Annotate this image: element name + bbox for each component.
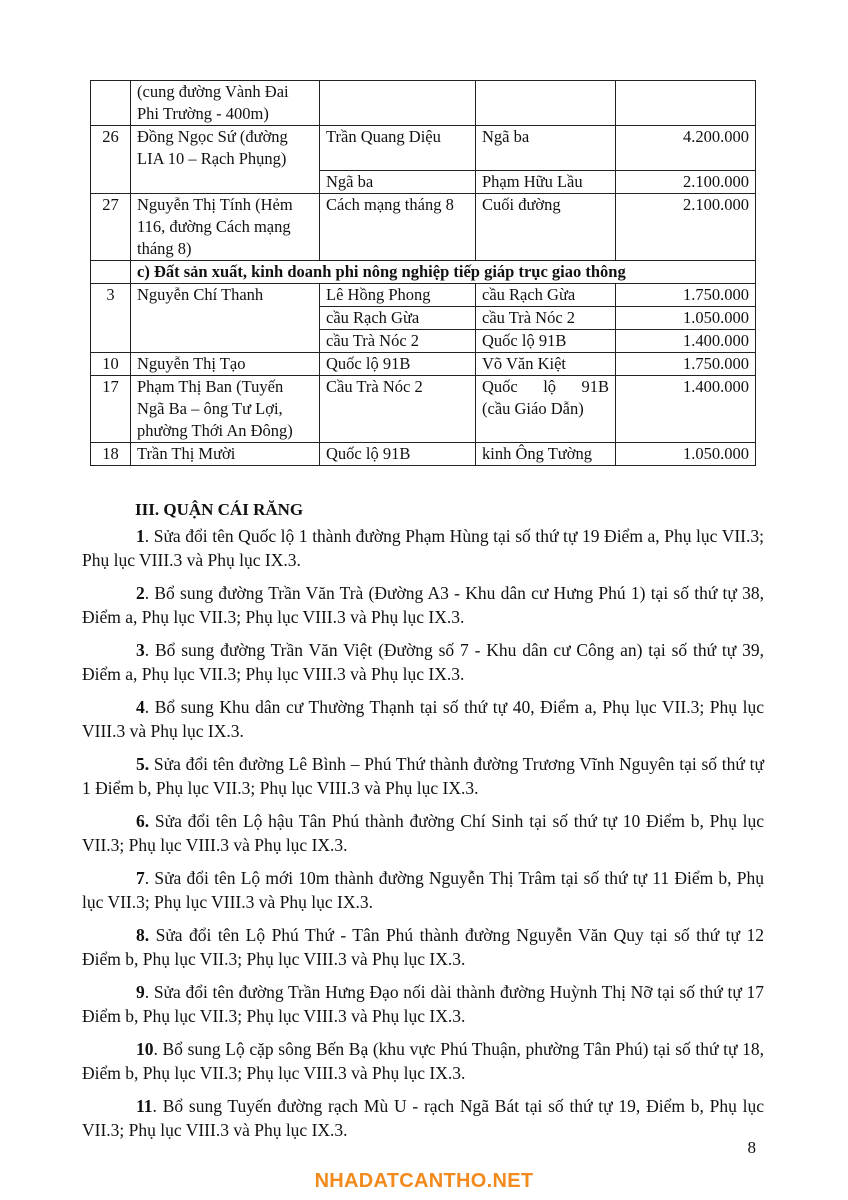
item-number: 11 bbox=[136, 1096, 153, 1116]
item-number: 4 bbox=[136, 697, 145, 717]
item-text: . Bổ sung Khu dân cư Thường Thạnh tại số thứ tự 40, Điểm a, Phụ lục VII.3; Phụ lục VIII.3 và Phụ lục IX.3. bbox=[82, 697, 764, 741]
row-number: 17 bbox=[91, 376, 131, 443]
to-point-line: Quốc lộ 91B bbox=[482, 377, 609, 396]
from-point: cầu Rạch Gừa bbox=[320, 307, 476, 330]
site-watermark: NHADATCANTHO.NET bbox=[314, 1170, 534, 1192]
price: 2.100.000 bbox=[616, 171, 756, 194]
amendment-paragraph bbox=[82, 695, 764, 743]
to-point bbox=[476, 376, 616, 443]
road-name-line: Phạm Thị Ban (Tuyến bbox=[137, 377, 284, 396]
road-name-line: Nguyễn Thị Tính (Hẻm bbox=[137, 195, 293, 214]
road-name-line: phường Thới An Đông) bbox=[137, 421, 293, 440]
road-name-line: Đồng Ngọc Sứ (đường bbox=[137, 127, 288, 146]
from-point bbox=[320, 81, 476, 126]
from-point: Ngã ba bbox=[320, 171, 476, 194]
item-text: . Bổ sung đường Trần Văn Việt (Đường số 7 - Khu dân cư Công an) tại số thứ tự 39, Điểm a, Phụ lục VII.3; Phụ lục VIII.3 và Phụ lục IX.3. bbox=[82, 640, 764, 684]
road-name: Nguyễn Chí Thanh bbox=[131, 284, 320, 353]
road-name-line: 116, đường Cách mạng bbox=[137, 217, 291, 236]
item-number: 8. bbox=[136, 925, 150, 945]
item-text: . Sửa đổi tên Quốc lộ 1 thành đường Phạm Hùng tại số thứ tự 19 Điểm a, Phụ lục VII.3; Phụ lục VIII.3 và Phụ lục IX.3. bbox=[82, 526, 764, 570]
amendment-paragraph bbox=[82, 866, 764, 914]
price: 1.050.000 bbox=[616, 443, 756, 466]
item-number: 10 bbox=[136, 1039, 154, 1059]
road-name-line: (cung đường Vành Đai bbox=[137, 82, 289, 101]
row-number: 3 bbox=[91, 284, 131, 353]
item-text: . Bổ sung Lộ cặp sông Bến Bạ (khu vực Phú Thuận, phường Tân Phú) tại số thứ tự 18, Điểm b, Phụ lục VII.3; Phụ lục VIII.3 và Phụ lục IX.3. bbox=[82, 1039, 764, 1083]
item-text: . Sửa đổi tên đường Trần Hưng Đạo nối dài thành đường Huỳnh Thị Nỡ tại số thứ tự 17 Điểm b, Phụ lục VII.3; Phụ lục VIII.3 và Phụ lục IX.3. bbox=[82, 982, 764, 1026]
amendment-paragraph bbox=[82, 809, 764, 857]
to-point: Võ Văn Kiệt bbox=[476, 353, 616, 376]
road-name-line: Ngã Ba – ông Tư Lợi, bbox=[137, 399, 283, 418]
to-point: Ngã ba bbox=[476, 126, 616, 171]
item-number: 1 bbox=[136, 526, 145, 546]
road-name-line: tháng 8) bbox=[137, 239, 192, 258]
to-point bbox=[476, 81, 616, 126]
page-number: 8 bbox=[747, 1138, 756, 1157]
table-row bbox=[91, 353, 756, 376]
table-row bbox=[91, 126, 756, 171]
table-row bbox=[91, 81, 756, 126]
amendment-paragraph bbox=[82, 581, 764, 629]
price: 1.400.000 bbox=[616, 376, 756, 443]
table-row bbox=[91, 284, 756, 307]
from-point: Cách mạng tháng 8 bbox=[320, 194, 476, 261]
price: 2.100.000 bbox=[616, 194, 756, 261]
land-price-table bbox=[90, 80, 756, 466]
section-title: III. QUẬN CÁI RĂNG bbox=[135, 500, 304, 519]
item-number: 2 bbox=[136, 583, 145, 603]
amendment-paragraph bbox=[82, 1094, 764, 1142]
item-text: Sửa đổi tên Lộ Phú Thứ - Tân Phú thành đường Nguyễn Văn Quy tại số thứ tự 12 Điểm b, Phụ lục VII.3; Phụ lục VIII.3 và Phụ lục IX.3. bbox=[82, 925, 764, 969]
to-point: Quốc lộ 91B bbox=[476, 330, 616, 353]
table-row bbox=[91, 194, 756, 261]
item-number: 9 bbox=[136, 982, 145, 1002]
to-point-line: (cầu Giáo Dẫn) bbox=[482, 399, 584, 418]
item-text: . Bổ sung đường Trần Văn Trà (Đường A3 - Khu dân cư Hưng Phú 1) tại số thứ tự 38, Điểm a, Phụ lục VII.3; Phụ lục VIII.3 và Phụ lục IX.3. bbox=[82, 583, 764, 627]
road-name bbox=[131, 194, 320, 261]
to-point: Cuối đường bbox=[476, 194, 616, 261]
road-name bbox=[131, 81, 320, 126]
road-name-line: LIA 10 – Rạch Phụng) bbox=[137, 149, 287, 168]
to-point: cầu Rạch Gừa bbox=[476, 284, 616, 307]
item-number: 3 bbox=[136, 640, 145, 660]
price: 4.200.000 bbox=[616, 126, 756, 171]
amendment-list bbox=[82, 524, 764, 1151]
from-point: Lê Hồng Phong bbox=[320, 284, 476, 307]
to-point: kinh Ông Tường bbox=[476, 443, 616, 466]
to-point: cầu Trà Nóc 2 bbox=[476, 307, 616, 330]
item-number: 6. bbox=[136, 811, 150, 831]
price: 1.750.000 bbox=[616, 284, 756, 307]
row-number bbox=[91, 261, 131, 284]
road-name bbox=[131, 376, 320, 443]
row-number bbox=[91, 81, 131, 126]
amendment-paragraph bbox=[82, 638, 764, 686]
table-row bbox=[91, 376, 756, 443]
price: 1.750.000 bbox=[616, 353, 756, 376]
amendment-paragraph bbox=[82, 923, 764, 971]
price bbox=[616, 81, 756, 126]
from-point: Trần Quang Diệu bbox=[320, 126, 476, 171]
amendment-paragraph bbox=[82, 1037, 764, 1085]
amendment-paragraph bbox=[82, 980, 764, 1028]
item-number: 7 bbox=[136, 868, 145, 888]
from-point: cầu Trà Nóc 2 bbox=[320, 330, 476, 353]
section-heading: c) Đất sản xuất, kinh doanh phi nông nghiệp tiếp giáp trục giao thông bbox=[131, 261, 756, 284]
row-number: 27 bbox=[91, 194, 131, 261]
item-text: . Sửa đổi tên Lộ mới 10m thành đường Nguyễn Thị Trâm tại số thứ tự 11 Điểm b, Phụ lục VII.3; Phụ lục VIII.3 và Phụ lục IX.3. bbox=[82, 868, 764, 912]
road-name: Trần Thị Mười bbox=[131, 443, 320, 466]
amendment-paragraph bbox=[82, 524, 764, 572]
from-point: Quốc lộ 91B bbox=[320, 443, 476, 466]
price: 1.400.000 bbox=[616, 330, 756, 353]
price: 1.050.000 bbox=[616, 307, 756, 330]
row-number: 10 bbox=[91, 353, 131, 376]
amendment-paragraph bbox=[82, 752, 764, 800]
from-point: Cầu Trà Nóc 2 bbox=[320, 376, 476, 443]
item-text: . Bổ sung Tuyến đường rạch Mù U - rạch Ngã Bát tại số thứ tự 19, Điểm b, Phụ lục VII.3; Phụ lục VIII.3 và Phụ lục IX.3. bbox=[82, 1096, 764, 1140]
row-number: 26 bbox=[91, 126, 131, 194]
item-text: Sửa đổi tên đường Lê Bình – Phú Thứ thành đường Trương Vĩnh Nguyên tại số thứ tự 1 Điểm b, Phụ lục VII.3; Phụ lục VIII.3 và Phụ lục IX.3. bbox=[82, 754, 764, 798]
table-row bbox=[91, 261, 756, 284]
road-name: Nguyễn Thị Tạo bbox=[131, 353, 320, 376]
item-text: Sửa đổi tên Lộ hậu Tân Phú thành đường Chí Sinh tại số thứ tự 10 Điểm b, Phụ lục VII.3; Phụ lục VIII.3 và Phụ lục IX.3. bbox=[82, 811, 764, 855]
from-point: Quốc lộ 91B bbox=[320, 353, 476, 376]
item-number: 5. bbox=[136, 754, 150, 774]
table-row bbox=[91, 443, 756, 466]
road-name-line: Phi Trường - 400m) bbox=[137, 104, 269, 123]
row-number: 18 bbox=[91, 443, 131, 466]
to-point: Phạm Hữu Lầu bbox=[476, 171, 616, 194]
road-name bbox=[131, 126, 320, 194]
